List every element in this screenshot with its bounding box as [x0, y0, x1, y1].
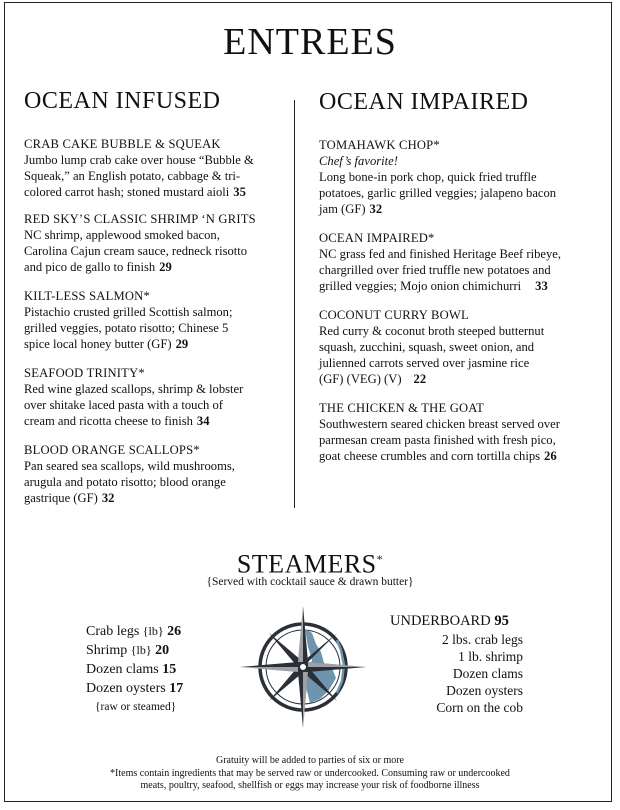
menu-item-line: Red curry & coconut broth steeped butternut [319, 324, 545, 338]
menu-item-line: squash, zucchini, squash, sweet onion, and [319, 340, 535, 354]
menu-item-line: NC grass fed and finished Heritage Beef ribeye, [319, 247, 561, 261]
menu-item-name: CRAB CAKE BUBBLE & SQUEAK [24, 137, 221, 151]
steamer-name: Dozen clams [86, 662, 159, 677]
menu-item-line: cream and ricotta cheese to finish [24, 414, 193, 428]
menu-item-line: grilled veggies, potato risotto; Chinese 5 [24, 321, 229, 335]
menu-item-price: 32 [369, 202, 383, 216]
menu-item [24, 136, 286, 200]
menu-item-line: arugula and potato risotto; blood orange [24, 475, 226, 489]
menu-item [319, 137, 604, 217]
steamer-unit: {lb} [130, 643, 152, 657]
steamers-subtitle: {Served with cocktail sauce & drawn butter} [206, 576, 414, 588]
menu-item-name: OCEAN IMPAIRED* [319, 231, 435, 245]
menu-item-line: gastrique (GF) [24, 491, 98, 505]
menu-item-name: TOMAHAWK CHOP* [319, 138, 440, 152]
menu-item-line: Long bone-in pork chop, quick fried truffle [319, 170, 537, 184]
steamer-price: 17 [169, 681, 184, 696]
compass-rose-icon [238, 602, 368, 732]
page-title: ENTREES [223, 21, 397, 63]
menu-item-line: Squeak,” an English potato, cabbage & tri- [24, 169, 241, 183]
steamer-price: 20 [155, 643, 170, 658]
gratuity-note: Gratuity will be added to parties of six or more [215, 755, 404, 766]
menu-item [319, 307, 604, 387]
underboard-line: 2 lbs. crab legs [442, 632, 523, 647]
menu-item-line: jam (GF) [319, 202, 366, 216]
column-divider [294, 100, 295, 508]
underboard-line: 1 lb. shrimp [458, 649, 523, 664]
menu-item-line: Red wine glazed scallops, shrimp & lobster [24, 382, 244, 396]
underboard-line: Dozen clams [452, 666, 523, 681]
menu-item-line: potatoes, garlic grilled veggies; jalapeno bacon [319, 186, 557, 200]
menu-item-price: 34 [196, 414, 210, 428]
underboard-line: Corn on the cob [436, 700, 523, 715]
raw-food-warning-line: meats, poultry, seafood, shellfish or eggs may increase your risk of foodborne illness [140, 780, 480, 791]
footer [0, 755, 620, 793]
menu-item-line: (GF) (VEG) (V) [319, 372, 402, 386]
menu-item-line: colored carrot hash; stoned mustard aioli [24, 185, 230, 199]
steamers-heading [0, 543, 620, 581]
menu-item-line: Carolina Cajun cream sauce, redneck risotto [24, 244, 248, 258]
menu-item-line: Jumbo lump crab cake over house “Bubble & [24, 153, 254, 167]
menu-item-line: and pico de gallo to finish [24, 260, 156, 274]
menu-item [24, 442, 286, 506]
menu-item-price: 32 [101, 491, 115, 505]
steamers-list [86, 622, 183, 717]
underboard-price: 95 [494, 613, 509, 629]
menu-item [24, 288, 286, 352]
steamer-item [86, 660, 183, 679]
section-heading-ocean-infused: OCEAN INFUSED [24, 88, 221, 114]
oyster-note: {raw or steamed} [95, 701, 177, 713]
steamers-title: STEAMERS [236, 549, 377, 579]
menu-item-line: goat cheese crumbles and corn tortilla chips [319, 449, 541, 463]
menu-item-line: over shitake laced pasta with a touch of [24, 398, 223, 412]
menu-item [319, 230, 604, 294]
menu-item-price: 22 [413, 372, 427, 386]
steamer-name: Crab legs [86, 624, 140, 639]
menu-item-line: Pan seared sea scallops, wild mushrooms, [24, 459, 235, 473]
section-heading-ocean-impaired: OCEAN IMPAIRED [319, 89, 529, 115]
underboard-name: UNDERBOARD [390, 613, 491, 629]
raw-food-warning-line: *Items contain ingredients that may be served raw or undercooked. Consuming raw or undercooked [110, 767, 510, 779]
menu-item-price: 26 [544, 449, 557, 463]
steamer-item [86, 679, 183, 698]
menu-item-name: KILT-LESS SALMON* [24, 289, 150, 303]
steamer-name: Dozen oysters [86, 681, 166, 696]
underboard-line: Dozen oysters [446, 683, 523, 698]
menu-item-name: SEAFOOD TRINITY* [24, 366, 145, 380]
menu-item-line: Southwestern seared chicken breast served over [319, 417, 560, 431]
menu-item-line: NC shrimp, applewood smoked bacon, [24, 228, 220, 242]
steamers-asterisk: * [376, 552, 384, 566]
menu-item [24, 365, 286, 429]
menu-item-line: spice local honey butter (GF) [24, 337, 172, 351]
underboard-block [390, 611, 523, 716]
menu-item-line: julienned carrots served over jasmine rice [319, 356, 530, 370]
menu-item [319, 400, 604, 464]
steamer-price: 15 [162, 662, 177, 677]
menu-item-line: parmesan cream pasta finished with fresh pico, [319, 433, 556, 447]
underboard-heading [390, 611, 523, 631]
menu-item [24, 211, 286, 275]
menu-item-name: BLOOD ORANGE SCALLOPS* [24, 443, 200, 457]
menu-item-line: chargrilled over fried truffle new potatoes and [319, 263, 551, 277]
menu-item-name: RED SKY’S CLASSIC SHRIMP ‘N GRITS [24, 212, 256, 226]
menu-item-price: 35 [233, 185, 246, 199]
menu-item-price: 29 [159, 260, 172, 274]
menu-item-price: 29 [175, 337, 189, 351]
steamer-item [86, 622, 183, 641]
steamer-unit: {lb} [142, 624, 164, 638]
steamer-item [86, 641, 183, 660]
menu-item-line: Pistachio crusted grilled Scottish salmon; [24, 305, 233, 319]
menu-item-name: THE CHICKEN & THE GOAT [319, 401, 485, 415]
chef-favorite-note: Chef’s favorite! [319, 154, 398, 168]
steamer-name: Shrimp [86, 643, 128, 658]
menu-item-line: grilled veggies; Mojo onion chimichurri [319, 279, 522, 293]
steamer-price: 26 [167, 624, 182, 639]
menu-item-name: COCONUT CURRY BOWL [319, 308, 469, 322]
menu-item-price: 33 [535, 279, 548, 293]
